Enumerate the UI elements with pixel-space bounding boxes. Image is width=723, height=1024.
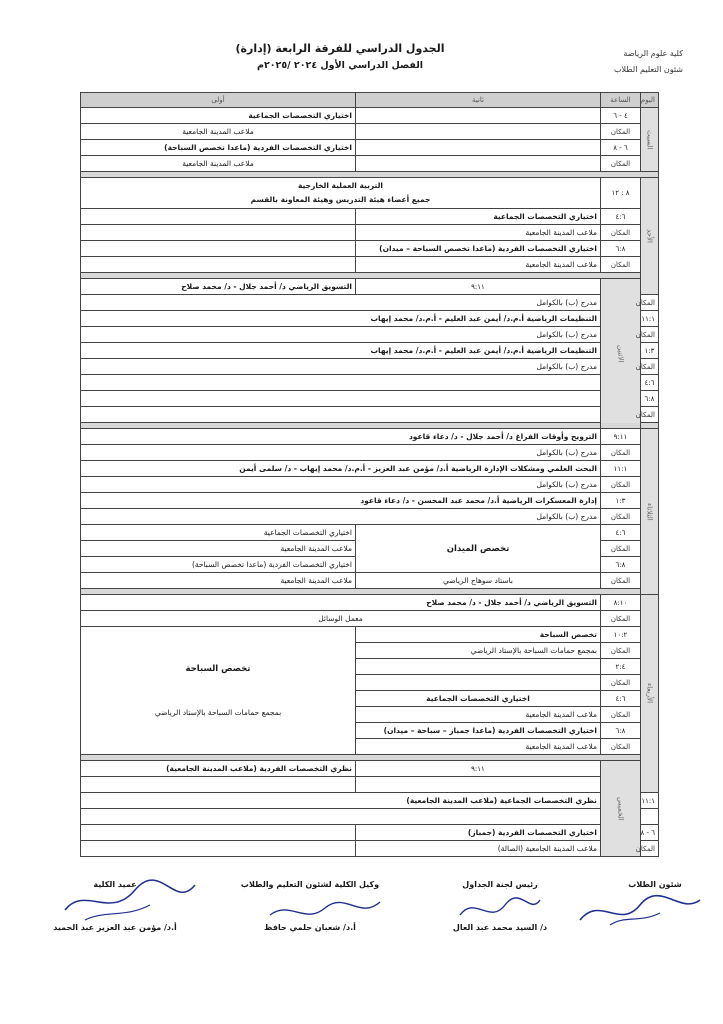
time-cell: ٤:٦ [601, 691, 641, 707]
course-cell: اختياري التخصصات الفردية (ماعدا تخصص السباحة) [81, 557, 356, 573]
time-cell: ٦ - ٨ [641, 825, 659, 841]
document-title [210, 42, 470, 71]
loc-cell: المكان [601, 257, 641, 273]
table-row [81, 429, 659, 445]
empty-cell [81, 241, 356, 257]
loc-cell: المكان [601, 739, 641, 755]
loc-cell: المكان [601, 573, 641, 589]
time-cell: ٦:٨ [601, 557, 641, 573]
empty-cell [356, 140, 601, 156]
table-row [81, 279, 659, 295]
empty-time [641, 809, 659, 825]
empty-cell [356, 659, 601, 675]
empty-cell [356, 124, 601, 140]
table-row [81, 359, 659, 375]
table-row [81, 295, 659, 311]
table-row [81, 525, 659, 541]
course-cell: نظري التخصصات الجماعية (ملاعب المدينة الجامعية) [81, 793, 601, 809]
course-cell: الترويح وأوقات الفراغ د/ أحمد جلال - د/ دعاء قاعود [81, 429, 601, 445]
time-cell: ١:٣ [641, 343, 659, 359]
course-title: تخصص السباحة [185, 663, 251, 674]
table-row [81, 140, 659, 156]
signature-name: د/ السيد محمد عبد العال [452, 923, 548, 932]
location-cell: مدرج (ب) بالكوامل [81, 359, 601, 375]
time-cell: ٩:١١ [356, 761, 601, 777]
time-cell: ٩:١١ [601, 429, 641, 445]
location-cell: باستاد سوهاج الرياضي [356, 573, 601, 589]
day-sun: الأحد [641, 178, 659, 295]
table-row [81, 225, 659, 241]
loc-cell: المكان [601, 611, 641, 627]
day-mon: الاثنين [601, 279, 641, 429]
time-cell: ١١:١ [601, 461, 641, 477]
location-cell: ملاعب المدينة الجامعية [81, 156, 356, 172]
schedule-table [80, 92, 659, 857]
table-row [81, 445, 659, 461]
empty-cell [356, 675, 601, 691]
time-cell: ٤:٦ [601, 525, 641, 541]
table-row [81, 178, 659, 209]
location-cell: ملاعب المدينة الجامعية [356, 225, 601, 241]
signature-title: شئون الطلاب [628, 880, 682, 889]
table-row [81, 327, 659, 343]
table-row [81, 108, 659, 124]
loc-cell: المكان [601, 707, 641, 723]
table-row [81, 257, 659, 273]
col-time: الساعة [601, 93, 641, 108]
loc-cell: المكان [641, 327, 659, 343]
empty-cell [81, 257, 356, 273]
time-cell: ١١:١ [641, 311, 659, 327]
empty-time [356, 777, 601, 793]
location-cell: مدرج (ب) بالكوامل [81, 477, 601, 493]
location-cell: معمل الوسائل [81, 611, 601, 627]
table-row [81, 777, 659, 793]
loc-cell: المكان [641, 359, 659, 375]
table-row [81, 595, 659, 611]
faculty-name: كلية علوم الرياضة [623, 49, 683, 58]
table-header [81, 93, 659, 108]
signature-name: أ.د/ مؤمن عبد العزيز عبد الحميد [53, 923, 177, 932]
time-cell: ١:٣ [601, 493, 641, 509]
course-cell: اختياري التخصصات الجماعية [81, 108, 356, 124]
table-row [81, 825, 659, 841]
location-cell: ملاعب المدينة الجامعية (الصالة) [356, 841, 601, 857]
table-row [81, 375, 659, 391]
location-cell: مدرج (ب) بالكوامل [81, 327, 601, 343]
course-cell: اختياري التخصصات الجماعية [356, 691, 601, 707]
loc-cell: المكان [601, 156, 641, 172]
signature-scribble [570, 885, 710, 935]
time-cell: ٦ - ٨ [601, 140, 641, 156]
empty-cell [81, 391, 601, 407]
signature-title: وكيل الكلية لشئون التعليم والطلاب [240, 880, 380, 889]
table-row [81, 241, 659, 257]
semester-label: الفصل الدراسي الأول ٢٠٢٤ /٢٠٢٥م [256, 60, 424, 71]
loc-cell: المكان [601, 124, 641, 140]
course-cell: اختياري التخصصات الفردية (ماعدا تخصص السباحة) [81, 140, 356, 156]
location-cell: مدرج (ب) بالكوامل [81, 509, 601, 525]
table-row [81, 461, 659, 477]
table-row [81, 761, 659, 777]
table-row [81, 407, 659, 423]
time-cell: ٤:٦ [601, 209, 641, 225]
empty-cell [356, 156, 601, 172]
empty-cell [81, 225, 356, 241]
table-row [81, 509, 659, 525]
empty-cell [81, 209, 356, 225]
empty-cell [81, 407, 601, 423]
location-cell: ملاعب المدينة الجامعية [356, 257, 601, 273]
time-cell: ١١:١ [641, 793, 659, 809]
course-cell: التسويق الرياضي د/ أحمد جلال - د/ محمد صلاح [81, 595, 601, 611]
time-cell: ٤:٦ [641, 375, 659, 391]
location-cell: ملاعب المدينة الجامعية [81, 541, 356, 557]
course-cell: اختياري التخصصات الفردية (ماعدا جمباز – سباحة – ميدان) [356, 723, 601, 739]
location-cell: ملاعب المدينة الجامعية [81, 573, 356, 589]
table-row [81, 793, 659, 809]
course-cell: التنظيمات الرياضية أ.م.د/ أيمن عبد العليم - أ.م.د/ محمد إيهاب [81, 311, 601, 327]
time-cell: ٨ : ١٢ [601, 178, 641, 209]
signature-scribble [260, 890, 390, 930]
table-row [81, 343, 659, 359]
course-cell: تخصص السباحة [356, 627, 601, 643]
table-row [81, 209, 659, 225]
signature-name: أ.د/ شعبان حلمي حافظ [264, 923, 356, 932]
loc-cell: المكان [641, 407, 659, 423]
table-row [81, 611, 659, 627]
col-day: اليوم [641, 93, 659, 108]
course-cell [81, 627, 356, 755]
table-row [81, 311, 659, 327]
signature-scribble [55, 870, 205, 930]
time-cell: ١٠:٢ [601, 627, 641, 643]
time-cell: ٢:٤ [601, 659, 641, 675]
course-title: التربية العملية الخارجية [297, 181, 384, 190]
loc-cell: المكان [601, 445, 641, 461]
course-cell: اختياري التخصصات الفردية (ماعدا تخصص السباحة – ميدان) [356, 241, 601, 257]
day-tue: الثلاثاء [641, 429, 659, 595]
loc-cell: المكان [601, 225, 641, 241]
time-cell: ٦:٨ [641, 391, 659, 407]
empty-cell [81, 841, 356, 857]
course-location: بمجمع حمامات السباحة بالإستاد الرياضي [154, 707, 282, 717]
loc-cell: المكان [601, 477, 641, 493]
location-cell: ملاعب المدينة الجامعية [356, 707, 601, 723]
table-row [81, 573, 659, 589]
location-cell: بمجمع حمامات السباحة بالإستاد الرياضي [356, 643, 601, 659]
department-name: شئون التعليم الطلاب [613, 65, 683, 74]
location-cell: مدرج (ب) بالكوامل [81, 445, 601, 461]
col-b: ثانية [356, 93, 601, 108]
day-sat: السبت [641, 108, 659, 172]
course-cell: نظري التخصصات الفردية (ملاعب المدينة الجامعية) [81, 761, 356, 777]
faculty-header [543, 46, 683, 78]
empty-cell [81, 777, 356, 793]
loc-cell: المكان [641, 841, 659, 857]
signature-scribble [455, 890, 545, 930]
table-row [81, 477, 659, 493]
loc-cell: المكان [641, 295, 659, 311]
course-cell: البحث العلمي ومشكلات الإدارة الرياضية أ.د/ مؤمن عبد العزيز - أ.م.د/ محمد إيهاب - د/ سلمى أيمن [81, 461, 601, 477]
location-cell: ملاعب المدينة الجامعية [81, 124, 356, 140]
loc-cell: المكان [601, 675, 641, 691]
time-cell: ٨:١٠ [601, 595, 641, 611]
course-cell: اختياري التخصصات الفردية (جمباز) [356, 825, 601, 841]
course-cell: التنظيمات الرياضية أ.م.د/ أيمن عبد العليم - أ.م.د/ محمد إيهاب [81, 343, 601, 359]
schedule-title: الجدول الدراسي للفرقة الرابعة (إدارة) [235, 42, 445, 55]
time-cell: ٦:٨ [601, 241, 641, 257]
time-cell: ٤ - ٦ [601, 108, 641, 124]
course-cell [81, 178, 601, 209]
table-row [81, 156, 659, 172]
empty-cell [356, 108, 601, 124]
empty-cell [81, 825, 356, 841]
table-row [81, 493, 659, 509]
day-wed: الأربعاء [641, 595, 659, 793]
loc-cell: المكان [601, 509, 641, 525]
time-cell: ٩:١١ [356, 279, 601, 295]
table-row [81, 124, 659, 140]
day-thu: الخميس [601, 761, 641, 857]
course-cell: اختياري التخصصات الجماعية [81, 525, 356, 541]
empty-cell [81, 375, 601, 391]
course-cell: اختياري التخصصات الجماعية [356, 209, 601, 225]
time-cell: ٦:٨ [601, 723, 641, 739]
table-row [81, 841, 659, 857]
loc-cell: المكان [601, 643, 641, 659]
table-row [81, 809, 659, 825]
col-a: أولى [81, 93, 356, 108]
course-cell: إدارة المعسكرات الرياضية أ.د/ محمد عبد المحسن - د/ دعاء قاعود [81, 493, 601, 509]
location-cell: ملاعب المدينة الجامعية [356, 739, 601, 755]
empty-cell [81, 809, 601, 825]
course-cell: تخصص الميدان [356, 525, 601, 573]
location-cell: مدرج (ب) بالكوامل [81, 295, 601, 311]
course-cell: التسويق الرياضي د/ أحمد جلال - د/ محمد صلاح [81, 279, 356, 295]
signature-title: رئيس لجنة الجداول [462, 880, 538, 889]
table-row [81, 391, 659, 407]
signature-title: عميد الكلية [93, 880, 137, 889]
course-staff: جميع أعضاء هيئة التدريس وهيئة المعاونة بالقسم [250, 195, 431, 204]
table-row [81, 627, 659, 643]
loc-cell: المكان [601, 541, 641, 557]
